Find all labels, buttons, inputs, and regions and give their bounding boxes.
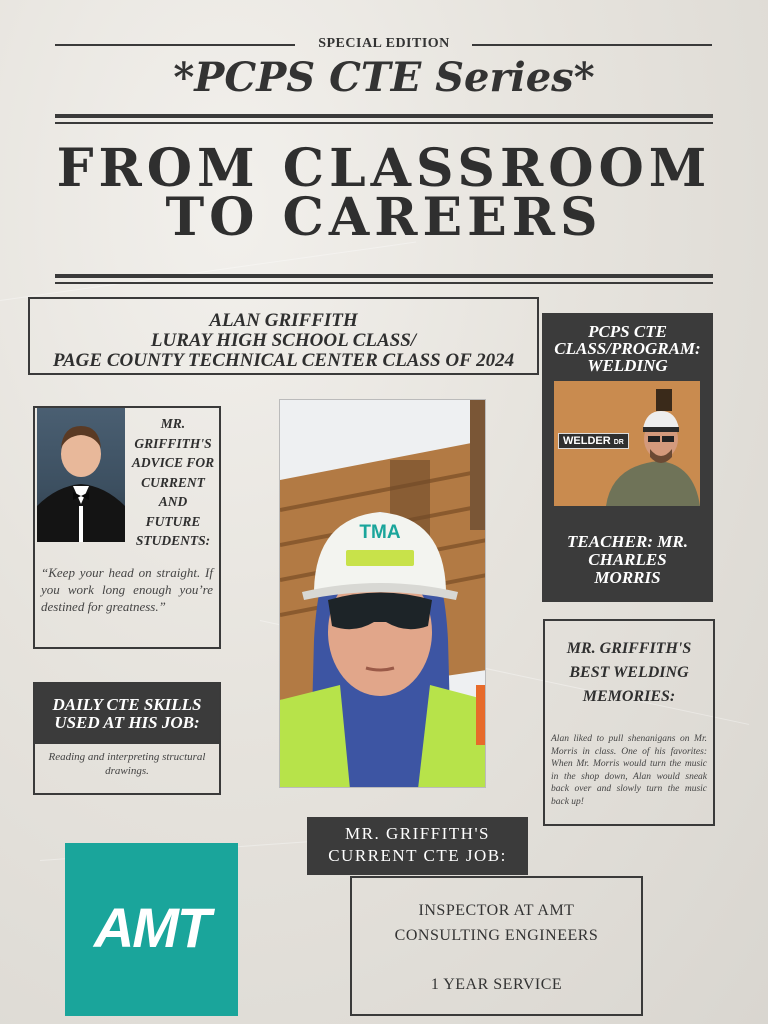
memories-heading xyxy=(545,637,713,709)
skills-heading xyxy=(35,684,219,744)
memories-text: Alan liked to pull shenanigans on Mr. Morris in class. One of his favorites: When Mr. Morris would turn the music in the shop down, Alan would sneak back over and slowly turn the music back up! xyxy=(551,734,707,807)
memories-heading-line: MR. GRIFFITH'S xyxy=(566,640,692,657)
welder-street-sign xyxy=(558,433,629,449)
welder-sign-text: WELDER xyxy=(563,435,611,447)
series-title: *PCPS CTE Series* xyxy=(173,54,595,101)
advice-heading-line: MR. xyxy=(160,416,186,431)
student-name: ALAN GRIFFITH xyxy=(209,310,358,331)
hardhat-logo: TMA xyxy=(359,522,401,543)
welder-sign-suffix: DR xyxy=(613,439,624,446)
advice-heading-line: STUDENTS: xyxy=(135,533,211,548)
program-heading-line: WELDING xyxy=(587,356,668,375)
teacher-name xyxy=(542,533,713,587)
program-heading-line: CLASS/PROGRAM: xyxy=(554,339,701,358)
teacher-name-line: MORRIS xyxy=(594,568,661,587)
current-job-box xyxy=(350,876,643,1016)
headline-line-2: TO CAREERS xyxy=(165,187,603,248)
headline-rule-bottom-1 xyxy=(55,274,713,278)
skills-heading-line: USED AT HIS JOB: xyxy=(54,713,200,732)
headline-line-1: FROM CLASSROOM xyxy=(56,138,712,199)
student-school: LURAY HIGH SCHOOL CLASS/ xyxy=(150,330,417,351)
memories-box xyxy=(543,619,715,826)
advice-heading-line: FUTURE xyxy=(145,513,201,529)
skills-text: Reading and interpreting structural drawings. xyxy=(48,751,206,777)
skills-box xyxy=(33,682,221,795)
advice-heading-line: CURRENT xyxy=(141,474,205,490)
memories-heading-line: BEST WELDING xyxy=(569,664,689,681)
job-title-line: CONSULTING ENGINEERS xyxy=(394,927,599,944)
teacher-photo xyxy=(554,381,700,506)
advice-heading-line: ADVICE FOR xyxy=(131,455,215,470)
student-hardhat-photo xyxy=(279,399,486,788)
job-title-line: INSPECTOR AT AMT xyxy=(418,902,575,919)
current-job-heading xyxy=(307,817,528,875)
current-job-heading-line: CURRENT CTE JOB: xyxy=(328,846,507,865)
skills-heading-line: DAILY CTE SKILLS xyxy=(52,695,202,714)
advice-heading-line: AND xyxy=(158,494,188,509)
headline-rule-top-1 xyxy=(55,114,713,118)
amt-logo-text: AMT xyxy=(93,896,210,959)
student-tech-center: PAGE COUNTY TECHNICAL CENTER CLASS OF 2024 xyxy=(52,350,515,371)
advice-heading xyxy=(127,414,219,551)
program-panel xyxy=(542,313,713,602)
amt-company-logo xyxy=(65,843,238,1016)
headline-rule-top-2 xyxy=(55,122,713,124)
teacher-name-line: CHARLES xyxy=(588,550,667,569)
advice-heading-line: GRIFFITH'S xyxy=(134,435,212,451)
teacher-name-line: TEACHER: MR. xyxy=(567,532,688,551)
advice-quote: “Keep your head on straight. If you work long enough you’re destined for greatness.” xyxy=(41,565,213,614)
graduation-portrait xyxy=(37,408,125,542)
advice-box xyxy=(33,406,221,649)
memories-heading-line: MEMORIES: xyxy=(582,688,676,705)
current-job-heading-line: MR. GRIFFITH'S xyxy=(345,824,490,843)
headline-rule-bottom-2 xyxy=(55,282,713,284)
student-info-box xyxy=(28,297,539,375)
special-edition-label: SPECIAL EDITION xyxy=(318,36,450,51)
program-heading-line: PCPS CTE xyxy=(588,322,667,341)
program-heading xyxy=(542,323,713,374)
job-title xyxy=(352,898,641,948)
job-service: 1 YEAR SERVICE xyxy=(430,976,563,993)
